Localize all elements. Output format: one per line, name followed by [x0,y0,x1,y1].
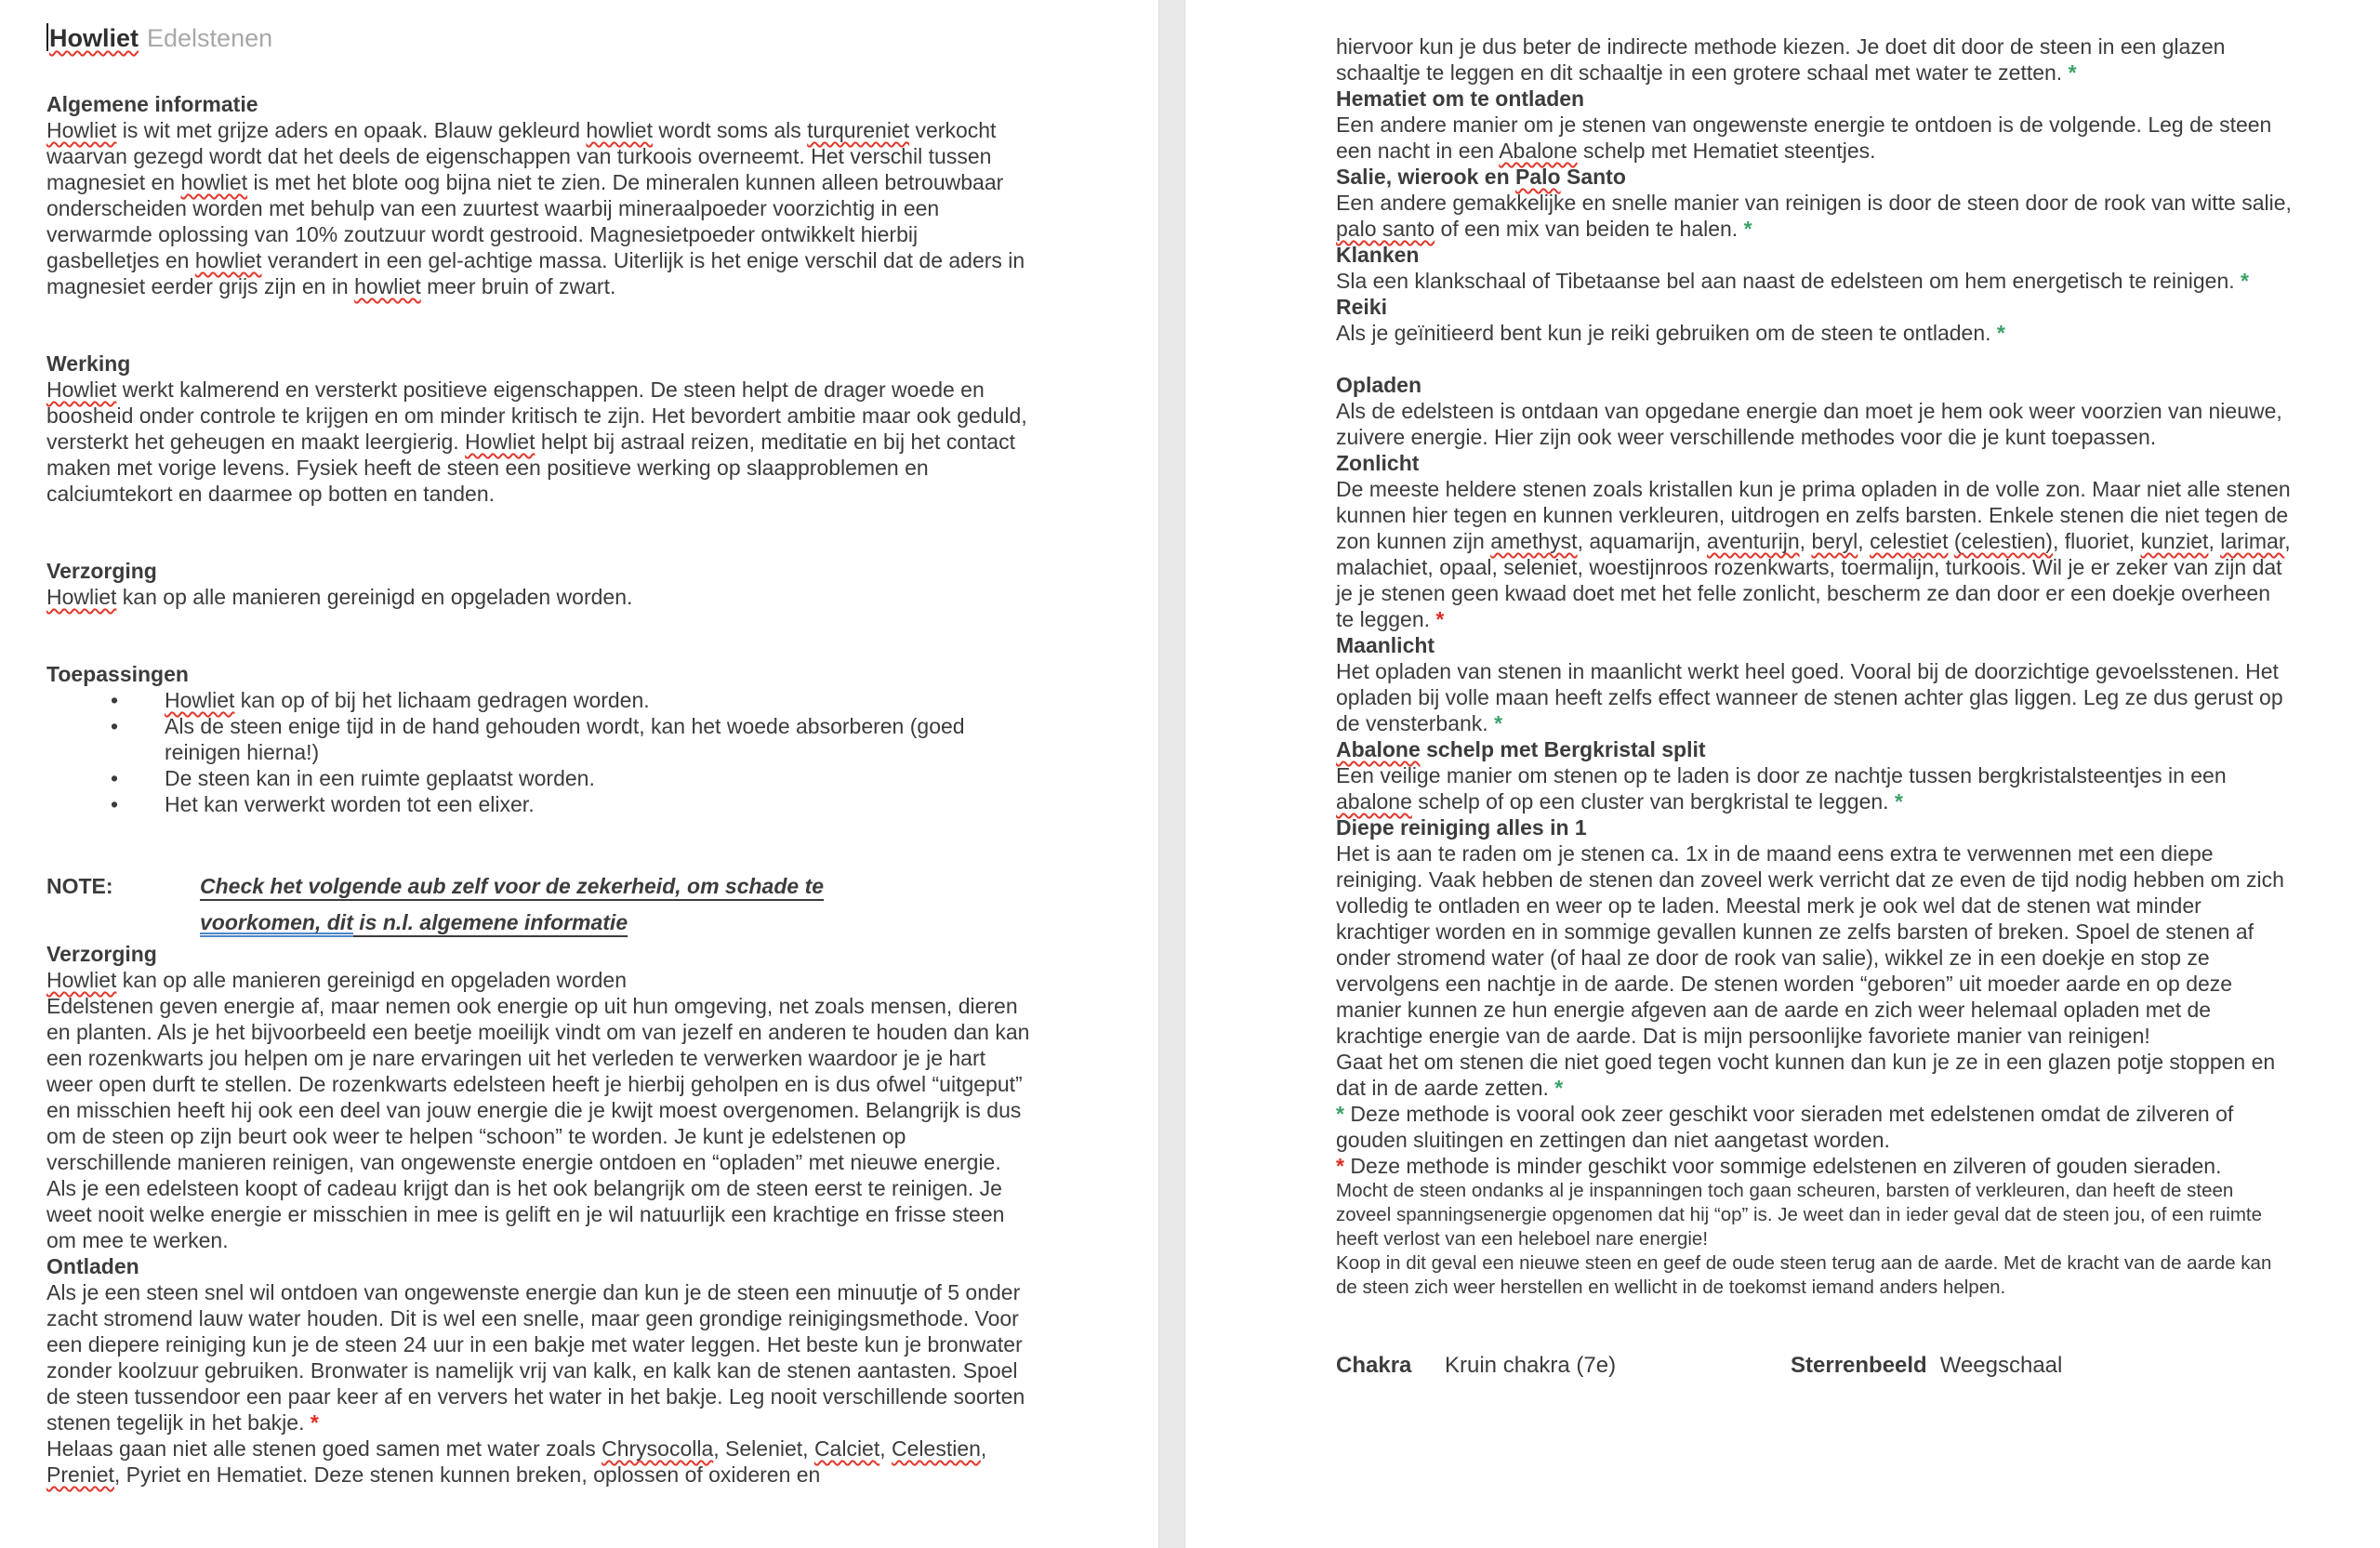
section-heading [46,941,1032,967]
paragraph [1336,840,2294,1049]
bullet-item [165,713,1032,765]
footnote-asterisk-green: * [1554,1076,1564,1100]
blank-line [1336,346,2294,372]
text-run: Diepe reiniging alles in 1 [1336,815,1587,840]
blank-line [46,507,1032,558]
section-heading [46,661,1032,687]
footnote-asterisk-red: * [1435,607,1445,631]
paragraph [1336,476,2294,632]
misspelled-word: (celestien) [1953,529,2053,553]
text-run: Mocht de steen ondanks al je inspanningen toch gaan scheuren, barsten of verkleuren, dan heeft de steen zoveel spanningsenergie opgenomen dat hij “op” is. Je weet dan in ieder geval dat de steen jou, of een ruimte heeft verlost van een heleboel nare energie! [1336,1180,2263,1250]
text-run: werkt kalmerend en versterkt positieve eigenschappen. De steen helpt de drager woede en boosheid onder controle te krijgen en om minder kritisch te zijn. Het bevordert ambitie maar ook geduld, versterkt het geheugen en maakt leergierig. [46,377,1027,454]
section-heading [1336,86,2294,112]
misspelled-word: Abalone [1336,737,1421,761]
misspelled-word: palo santo [1336,217,1435,241]
paragraph [1336,320,2294,346]
text-run: Gaat het om stenen die niet goed tegen vocht kunnen dan kun je ze in een glazen potje stoppen en dat in de aarde zetten. [1336,1050,2276,1100]
paragraph [46,117,1032,299]
misspelled-word: kunziet [2140,529,2209,553]
text-run: Klanken [1336,243,1420,267]
document-title [46,22,1032,54]
misspelled-word: Chrysocolla [602,1436,714,1461]
text-run: , fluoriet, [2052,529,2141,553]
text-run: , Seleniet, [713,1436,814,1461]
paragraph [46,584,1032,610]
text-run: Verzorging [46,942,157,966]
misspelled-word: celestiet [1870,529,1949,553]
section-heading [46,91,1032,117]
section-heading [1336,372,2294,398]
misspelled-word: Calciet [813,1436,880,1461]
text-run: Een andere gemakkelijke en snelle manier van reinigen is door de steen door de rook van witte salie, [1336,191,2292,215]
text-run: Deze methode is minder geschikt voor sommige edelstenen en zilveren of gouden sieraden. [1343,1154,2222,1178]
text-run: Toepassingen [46,662,189,686]
text-run: kan op alle manieren gereinigd en opgeladen worden [116,968,627,992]
text-run: Maanlicht [1336,633,1435,657]
misspelled-word: howliet [194,248,262,272]
paragraph [1336,762,2294,814]
text-run: Verzorging [46,559,157,583]
paragraph [1336,398,2294,450]
paragraph [46,1279,1032,1436]
text-run: verkocht waarvan gezegd wordt dat het deels de eigenschappen van turkoois overneemt. Het verschil tussen magnesiet en [46,118,997,194]
title-suffix: Edelstenen [147,24,273,52]
text-run: , aquamarijn, [1577,529,1707,553]
text-run: Koop in dit geval een nieuwe steen en geef de oude steen terug aan de aarde. Met de kracht van de aarde kan de steen zich weer herstellen en wellicht in de toekomst iemand anders helpen. [1336,1252,2272,1298]
text-run: Een veilige manier om stenen op te laden is door ze nachtje tussen bergkristalsteentjes in een [1336,763,2227,787]
misspelled-word: howliet [586,118,653,142]
text-run: Helaas gaan niet alle stenen goed samen met water zoals [46,1436,602,1461]
text-cursor [46,23,48,51]
section-heading [1336,814,2294,840]
zodiac-value: Weegschaal [1939,1353,2063,1378]
text-run: schelp met Hematiet steentjes. [1577,139,1876,163]
misspelled-word: amethyst [1490,529,1578,553]
footnote-asterisk-green: * [1743,217,1752,241]
text-run: is met het blote oog bijna niet te zien. De mineralen kunnen alleen betrouwbaar onderscheiden worden met behulp van een zuurtest waarbij mineraalpoeder voorzichtig in een verwarmde oplossing van 10% zoutzuur wordt gestrooid. Magnesietpoeder ontwikkelt hierbij gasbelletjes en [46,170,1004,272]
text-run: Het opladen van stenen in maanlicht werkt heel goed. Vooral bij de doorzichtige gevoelsstenen. Het opladen bij volle maan heeft zelfs effect wanneer de stenen achter glas liggen. Leg ze dus gerust op de vensterbank. [1336,659,2283,735]
misspelled-word: howliet [180,170,248,194]
footnote-asterisk-green: * [1894,789,1903,814]
paragraph [1336,268,2294,294]
text-run: , [1858,529,1871,553]
text-run: Als je een steen snel wil ontdoen van ongewenste energie dan kun je de steen een minuutje of 5 onder zacht stromend lauw water houden. Dit is wel een snelle, maar geen grondige reinigingsmethode. Voor een diepere reiniging kun je de steen 24 uur in een bakje met water leggen. Het beste kun je bronwater zonder koolzuur gebruiken. Bronwater is namelijk vrij van kalk, en kalk kan de stenen aantasten. Spoel de steen tussendoor een paar keer af en ververs het water in het bakje. Leg nooit verschillende soorten stenen tegelijk in het bakje. [46,1280,1025,1435]
text-run: Het is aan te raden om je stenen ca. 1x in de maand eens extra te verwennen met een diepe reiniging. Vaak hebben de stenen dan zoveel werk verricht dat ze even de tijd nodig hebben om zich volledig te ontladen en weer op te laden. Meestal merk je ook wel dat de stenen wat minder krachtiger worden en in sommige gevallen kunnen ze zelfs barsten of breken. Spoel de stenen af onder stromend water (of haal ze door de rook van salie), wikkel ze in een doekje en stop ze vervolgens een nachtje in de aarde. De stenen worden “geboren” uit moeder aarde en op deze manier kunnen ze hun energie afgeven aan de aarde en zich weer helemaal opladen met de krachtige energie van de aarde. Dat is mijn persoonlijke favoriete manier van reinigen! [1336,841,2284,1048]
document-page-left[interactable] [0,0,1158,1548]
section-heading [46,1253,1032,1279]
text-run: , malachiet, opaal, seleniet, woestijnroos rozenkwarts, toermalijn, turkoois. Wil je er zeker van zijn dat je je stenen geen kwaad doet met het felle zonlicht, bescherm ze dan door er een doekje overheen te leggen. [1336,529,2291,631]
text-run: Als je een edelsteen koopt of cadeau krijgt dan is het ook belangrijk om de steen eerst te reinigen. Je weet nooit welke energie er misschien in mee is gelift en je wil natuurlijk een krachtige en frisse steen om mee te werken. [46,1176,1005,1252]
text-run: De meeste heldere stenen zoals kristallen kun je prima opladen in de volle zon. Maar niet alle stenen kunnen hier tegen en kunnen verkleuren, uitdrogen en zelfs barsten. Enkele stenen die niet tegen de zon kunnen zijn [1336,477,2291,553]
text-run: Edelstenen geven energie af, maar nemen ook energie op uit hun omgeving, net zoals mensen, dieren en planten. Als je het bijvoorbeeld een beetje moeilijk vindt om van jezelf en anderen te houden dan kan een rozenkwarts jou helpen om je nare ervaringen uit het verleden te verwerken waardoor je je hart weer open durft te stellen. De rozenkwarts edelsteen heeft je hierbij geholpen en is dus ofwel “uitgeput” en misschien heeft hij ook een deel van jouw energie die je kwijt moest overgenomen. Belangrijk is dus om de steen op zijn beurt ook weer te helpen “schoon” te worden. Je kunt je edelstenen op verschillende manieren reinigen, van ongewenste energie ontdoen en “opladen” met nieuwe energie. [46,994,1030,1174]
paragraph-small [1336,1179,2294,1251]
text-run: of een mix van beiden te halen. [1435,217,1744,241]
misspelled-word: Howliet [46,968,117,992]
misspelled-word: Celestien [892,1436,981,1461]
paragraph [1336,112,2294,164]
misspelled-word: abalone [1336,789,1412,814]
chakra-value: Kruin chakra (7e) [1445,1353,1617,1378]
note-block [46,868,1032,941]
zodiac-label: Sterrenbeeld [1791,1353,1927,1378]
misspelled-word: aventurijn [1706,529,1800,553]
text-run: , [879,1436,892,1461]
text-run: , [980,1436,987,1461]
footnote-asterisk-green: * [2068,60,2077,85]
text-run: Zonlicht [1336,451,1420,475]
page-divider [1158,0,1185,1548]
footnote-asterisk-green: * [2241,269,2249,293]
text-run: Een andere manier om je stenen van ongewenste energie te ontdoen is de volgende. Leg de steen een nacht in een [1336,112,2272,163]
text-run: Als de steen enige tijd in de hand gehouden wordt, kan het woede absorberen (goed reinigen hierna!) [165,714,965,764]
bullet-item [165,687,1032,713]
paragraph [46,1436,1032,1488]
misspelled-word: Howliet [46,118,117,142]
text-run: De steen kan in een ruimte geplaatst worden. [165,766,595,790]
text-run: kan op of bij het lichaam gedragen worden. [234,688,650,712]
chakra-label: Chakra [1336,1353,1412,1378]
text-run: , Pyriet en Hematiet. Deze stenen kunnen breken, oplossen of oxideren en [113,1462,821,1487]
misspelled-word: beryl [1811,529,1858,553]
text-run: Opladen [1336,373,1422,397]
paragraph-small [1336,1251,2294,1300]
paragraph [46,1175,1032,1253]
text-run: kan op alle manieren gereinigd en opgeladen worden. [116,585,633,609]
text-run: Deze methode is vooral ook zeer geschikt voor sieraden met edelstenen omdat de zilveren of gouden sluitingen en zettingen dan niet aangetast worden. [1336,1102,2234,1152]
text-run: Als je geïnitieerd bent kun je reiki gebruiken om de steen te ontladen. [1336,321,1997,345]
section-heading [1336,294,2294,320]
chakra-zodiac-row [1336,1352,2294,1380]
section-heading [46,351,1032,377]
section-heading [1336,242,2294,268]
misspelled-word: larimar [2220,529,2285,553]
paragraph [1336,190,2294,242]
paragraph [46,993,1032,1175]
text-run: Santo [1560,165,1626,189]
page-right-content [1336,33,2294,1300]
paragraph [46,377,1032,507]
text-run: Werking [46,351,131,376]
footnote-asterisk-red: * [310,1410,319,1435]
section-heading [1336,736,2294,762]
section-heading [1336,164,2294,190]
section-heading [1336,450,2294,476]
misspelled-word: Preniet [46,1462,114,1487]
section-heading [1336,632,2294,658]
note-text [200,868,944,941]
blank-line [46,610,1032,661]
text-run: verandert in een gel-achtige massa. Uiterlijk is het enige verschil dat de aders in magnesiet eerder grijs zijn en in [46,248,1025,298]
misspelled-word: Howliet [465,430,536,454]
text-run: is n.l. algemene informatie [352,910,628,934]
text-run: Sla een klankschaal of Tibetaanse bel aan naast de edelsteen om hem energetisch te reinigen. [1336,269,2241,293]
text-run: meer bruin of zwart. [420,274,616,298]
misspelled-word: howliet [354,274,421,298]
paragraph [1336,1101,2294,1153]
text-run: , [1799,529,1812,553]
text-run: helpt bij astraal reizen, meditatie en bij het contact maken met vorige levens. Fysiek heeft de steen een positieve werking op slaapproblemen en calciumtekort en daarmee op botten en tanden. [46,430,1015,506]
footnote-asterisk-green: * [1336,1102,1344,1126]
misspelled-word: Abalone [1499,139,1578,163]
paragraph [1336,33,2294,86]
footnote-asterisk-green: * [1996,321,2005,345]
title-word: Howliet [49,24,139,52]
blank-line [46,817,1032,868]
grammar-checked-text: voorkomen, dit [200,910,353,934]
misspelled-word: Palo [1515,165,1561,189]
text-run: Reiki [1336,295,1387,319]
document-page-right[interactable] [1185,0,2380,1548]
text-run: schelp of op een cluster van bergkristal te leggen. [1411,789,1895,814]
bullet-item [165,765,1032,791]
text-run: Check het volgende aub zelf voor de zekerheid, om schade te [200,874,825,898]
text-run: schelp met Bergkristal split [1420,737,1706,761]
text-run: wordt soms als [653,118,808,142]
page-left-content [46,91,1032,1488]
text-run: Algemene informatie [46,92,258,116]
misspelled-word: Howliet [165,688,235,712]
footnote-asterisk-green: * [1494,711,1503,735]
text-run: Het kan verwerkt worden tot een elixer. [165,792,535,816]
text-run: , [2208,529,2221,553]
text-run: Salie, wierook en [1336,165,1516,189]
misspelled-word: Howliet [46,585,117,609]
text-run: Als de edelsteen is ontdaan van opgedane energie dan moet je hem ook weer voorzien van nieuwe, zuivere energie. Hier zijn ook weer verschillende methodes voor die je kunt toepassen. [1336,399,2282,449]
paragraph [1336,658,2294,736]
text-run: is wit met grijze aders en opaak. Blauw gekleurd [116,118,587,142]
text-run: Ontladen [46,1254,139,1278]
bullet-item [165,791,1032,817]
paragraph [46,967,1032,993]
note-label: NOTE: [46,874,113,898]
misspelled-word: turqureniet [807,118,910,142]
misspelled-word: Howliet [46,377,117,402]
paragraph [1336,1049,2294,1101]
text-run: Hematiet om te ontladen [1336,86,1585,111]
section-heading [46,558,1032,584]
blank-line [46,299,1032,351]
paragraph [1336,1153,2294,1179]
bullet-list [46,687,1032,817]
text-run: hiervoor kun je dus beter de indirecte methode kiezen. Je doet dit door de steen in een glazen schaaltje te leggen en dit schaaltje in een grotere schaal met water te zetten. [1336,34,2226,85]
footnote-asterisk-red: * [1336,1154,1344,1178]
